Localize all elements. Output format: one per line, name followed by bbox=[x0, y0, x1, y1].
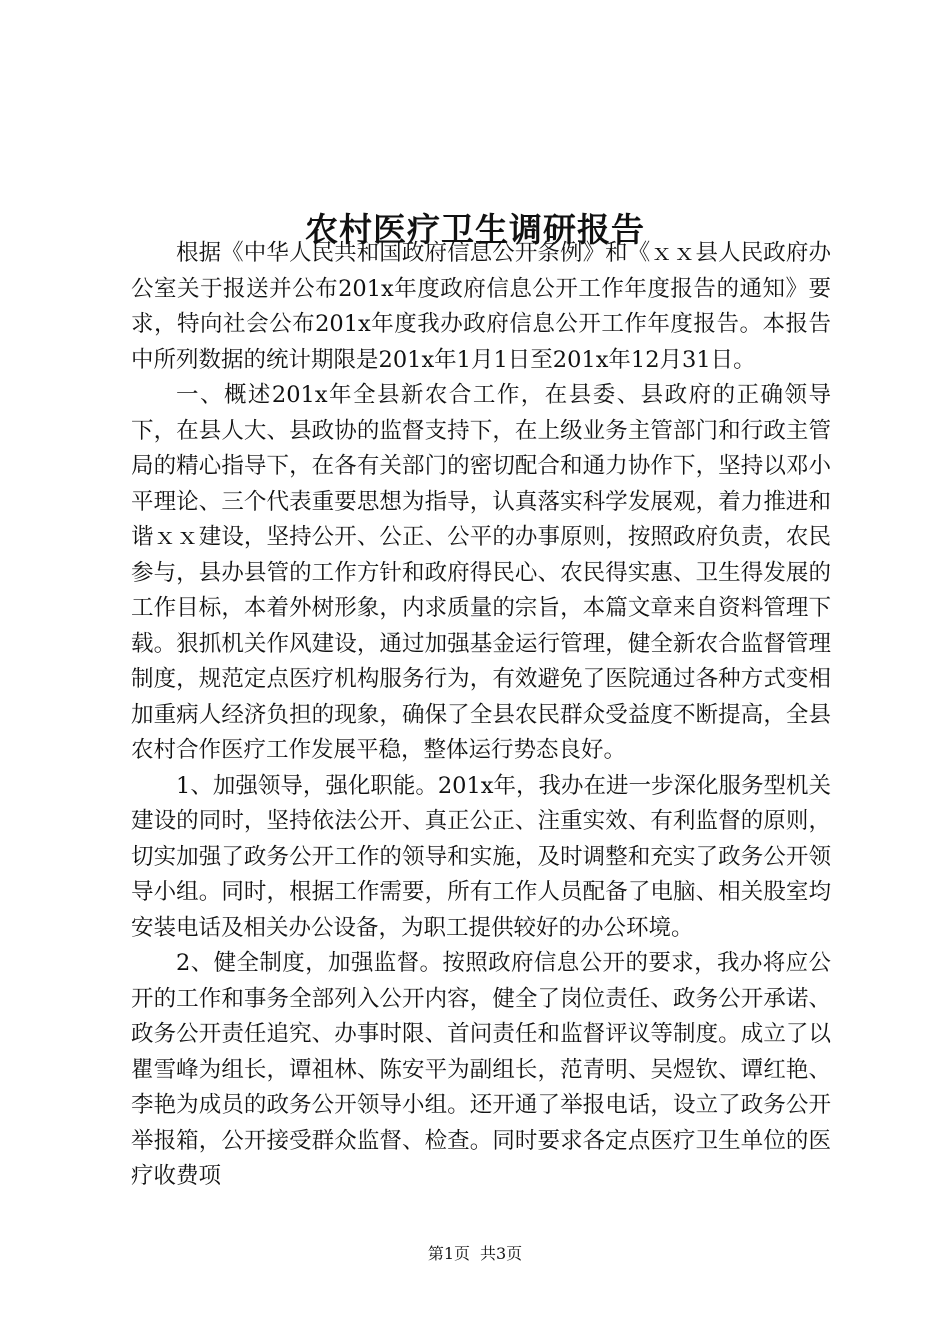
paragraph-intro: 根据《中华人民共和国政府信息公开条例》和《ｘｘ县人民政府办公室关于报送并公布201x年度政府信息公开工作年度报告的通知》要求，特向社会公布201x年度我办政府信息公开工作年度报告。本报告中所列数据的统计期限是201x年1月1日至201x年12月31日。 bbox=[131, 240, 831, 373]
paragraph-section-2: 2、健全制度，加强监督。按照政府信息公开的要求，我办将应公开的工作和事务全部列入公开内容，健全了岗位责任、政务公开承诺、政务公开责任追究、办事时限、首问责任和监督评议等制度。成立了以瞿雪峰为组长，谭祖林、陈安平为副组长，范青明、吴煜钦、谭红艳、李艳为成员的政务公开领导小组。还开通了举报电话，设立了政务公开举报箱，公开接受群众监督、检查。同时要求各定点医疗卫生单位的医疗收费项 bbox=[131, 950, 831, 1189]
page-total: 共3页 bbox=[480, 1244, 523, 1263]
paragraph-overview: 一、概述201x年全县新农合工作，在县委、县政府的正确领导下，在县人大、县政协的监督支持下，在上级业务主管部门和行政主管局的精心指导下，在各有关部门的密切配合和通力协作下，坚持以邓小平理论、三个代表重要思想为指导，认真落实科学发展观，着力推进和谐ｘｘ建设，坚持公开、公正、公平的办事原则，按照政府负责，农民参与，县办县管的工作方针和政府得民心、农民得实惠、卫生得发展的工作目标，本着外树形象，内求质量的宗旨，本篇文章来自资料管理下载。狠抓机关作风建设，通过加强基金运行管理，健全新农合监督管理制度，规范定点医疗机构服务行为，有效避免了医院通过各种方式变相加重病人经济负担的现象，确保了全县农民群众受益度不断提高，全县农村合作医疗工作发展平稳，整体运行势态良好。 bbox=[131, 382, 831, 763]
paragraph-section-1: 1、加强领导，强化职能。201x年，我办在进一步深化服务型机关建设的同时，坚持依法公开、真正公正、注重实效、有利监督的原则，切实加强了政务公开工作的领导和实施，及时调整和充实了政务公开领导小组。同时，根据工作需要，所有工作人员配备了电脑、相关股室均安装电话及相关办公设备，为职工提供较好的办公环境。 bbox=[131, 772, 831, 941]
page-title: 农村医疗卫生调研报告 bbox=[305, 210, 645, 250]
page-number: 第1页 bbox=[427, 1244, 470, 1263]
page-footer bbox=[0, 1243, 950, 1265]
document-body bbox=[131, 236, 831, 1195]
